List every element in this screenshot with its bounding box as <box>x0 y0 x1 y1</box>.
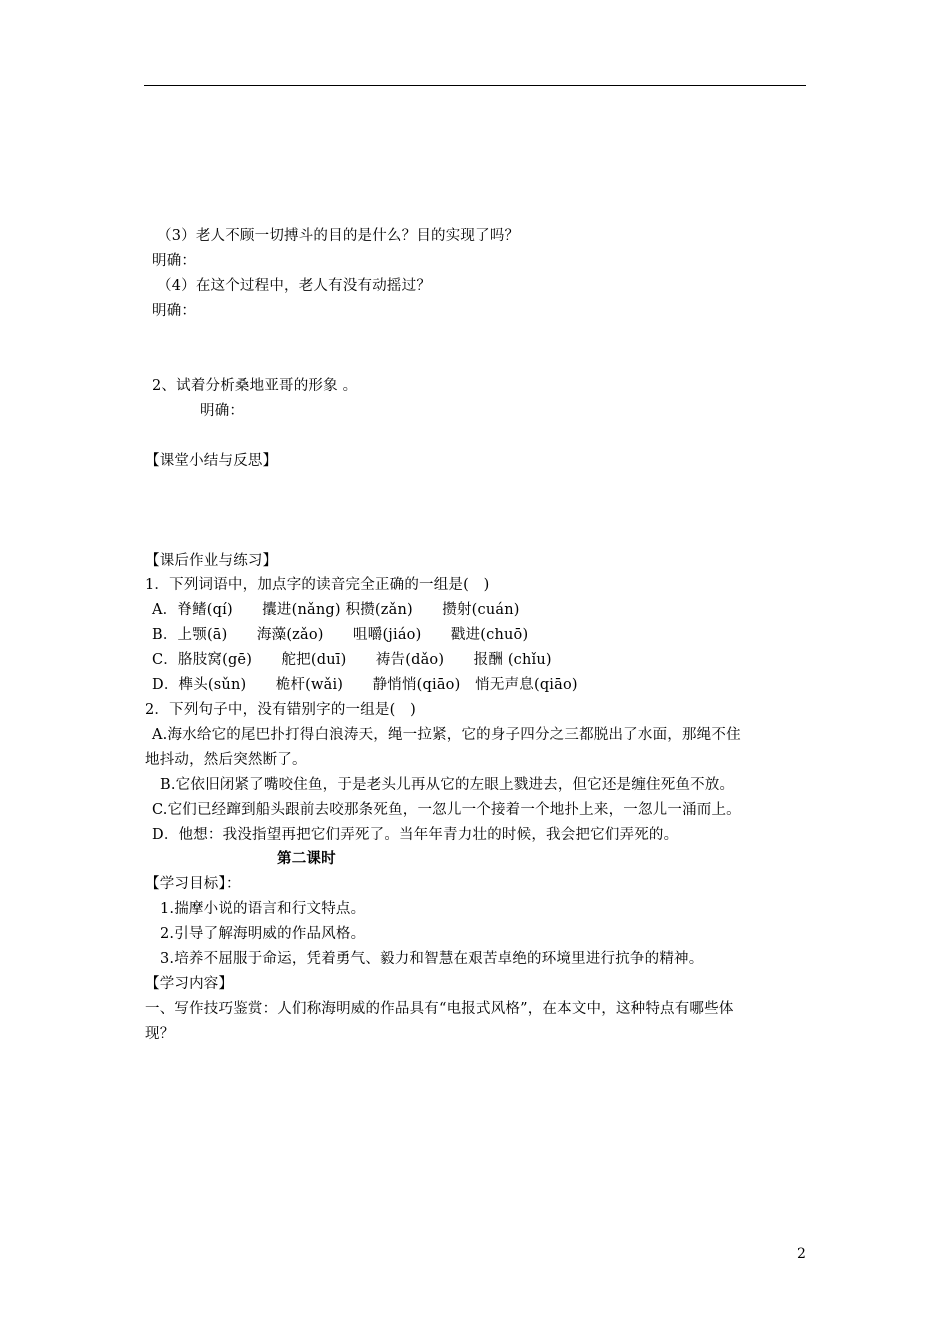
content-line-2: 现？ <box>145 1026 175 1042</box>
homework-q2-option-d: D．他想：我没指望再把它们弄死了。当年年青力壮的时候，我会把它们弄死的。 <box>152 827 679 843</box>
content-line-1: 一、写作技巧鉴赏：人们称海明威的作品具有“电报式风格”，在本文中，这种特点有哪些体 <box>145 1001 734 1017</box>
goal-item: 1.揣摩小说的语言和行文特点。 <box>160 901 366 917</box>
homework-q2-stem: 2．下列句子中，没有错别字的一组是( ) <box>145 702 417 718</box>
question-4-answer: 明确： <box>152 303 197 319</box>
homework-q2-option-b: B.它依旧闭紧了嘴咬住鱼，于是老头儿再从它的左眼上戮进去，但它还是缠住死鱼不放。 <box>160 777 735 793</box>
homework-q1-option-c: C．胳肢窝(gē) 舵把(duī) 祷告(dǎo) 报酬 (chǐu) <box>152 652 552 668</box>
image-analysis-answer: 明确： <box>200 403 245 419</box>
question-3-answer: 明确： <box>152 253 197 269</box>
summary-heading: 【课堂小结与反思】 <box>145 453 278 469</box>
homework-q2-option-c: C.它们已经蹿到船头跟前去咬那条死鱼，一忽儿一个接着一个地扑上来，一忽儿一涌而上。 <box>152 802 741 818</box>
homework-q2-option-a-line2: 地抖动，然后突然断了。 <box>145 752 307 768</box>
lesson2-title: 第二课时 <box>277 850 336 867</box>
homework-q1-option-d: D．榫头(sǔn) 桅杆(wǎi) 静悄悄(qiāo) 悄无声息(qiāo) <box>152 677 578 693</box>
goals-heading: 【学习目标】： <box>145 876 241 892</box>
homework-heading: 【课后作业与练习】 <box>145 553 278 569</box>
page-number: 2 <box>797 1246 806 1262</box>
goal-item: 2.引导了解海明威的作品风格。 <box>160 926 366 942</box>
question-3: （3）老人不顾一切搏斗的目的是什么？目的实现了吗？ <box>157 228 520 244</box>
goal-item: 3.培养不屈服于命运，凭着勇气、毅力和智慧在艰苦卓绝的环境里进行抗争的精神。 <box>160 951 704 967</box>
header-rule <box>144 85 806 86</box>
homework-q1-option-b: B．上颚(ā) 海藻(zǎo) 咀嚼(jiáo) 戳进(chuō) <box>152 627 529 643</box>
content-heading: 【学习内容】 <box>145 976 234 992</box>
homework-q2-option-a-line1: A.海水给它的尾巴扑打得白浪涛天，绳一拉紧，它的身子四分之三都脱出了水面，那绳不住 <box>152 727 741 743</box>
homework-q1-stem: 1．下列词语中，加点字的读音完全正确的一组是( ) <box>145 577 490 593</box>
question-4: （4）在这个过程中，老人有没有动摇过？ <box>157 278 432 294</box>
homework-q1-option-a: A．脊鳍(qí) 攮进(nǎng) 积攒(zǎn) 攒射(cuán) <box>152 602 520 618</box>
image-analysis-question: 2、试着分析桑地亚哥的形象 。 <box>152 378 358 394</box>
